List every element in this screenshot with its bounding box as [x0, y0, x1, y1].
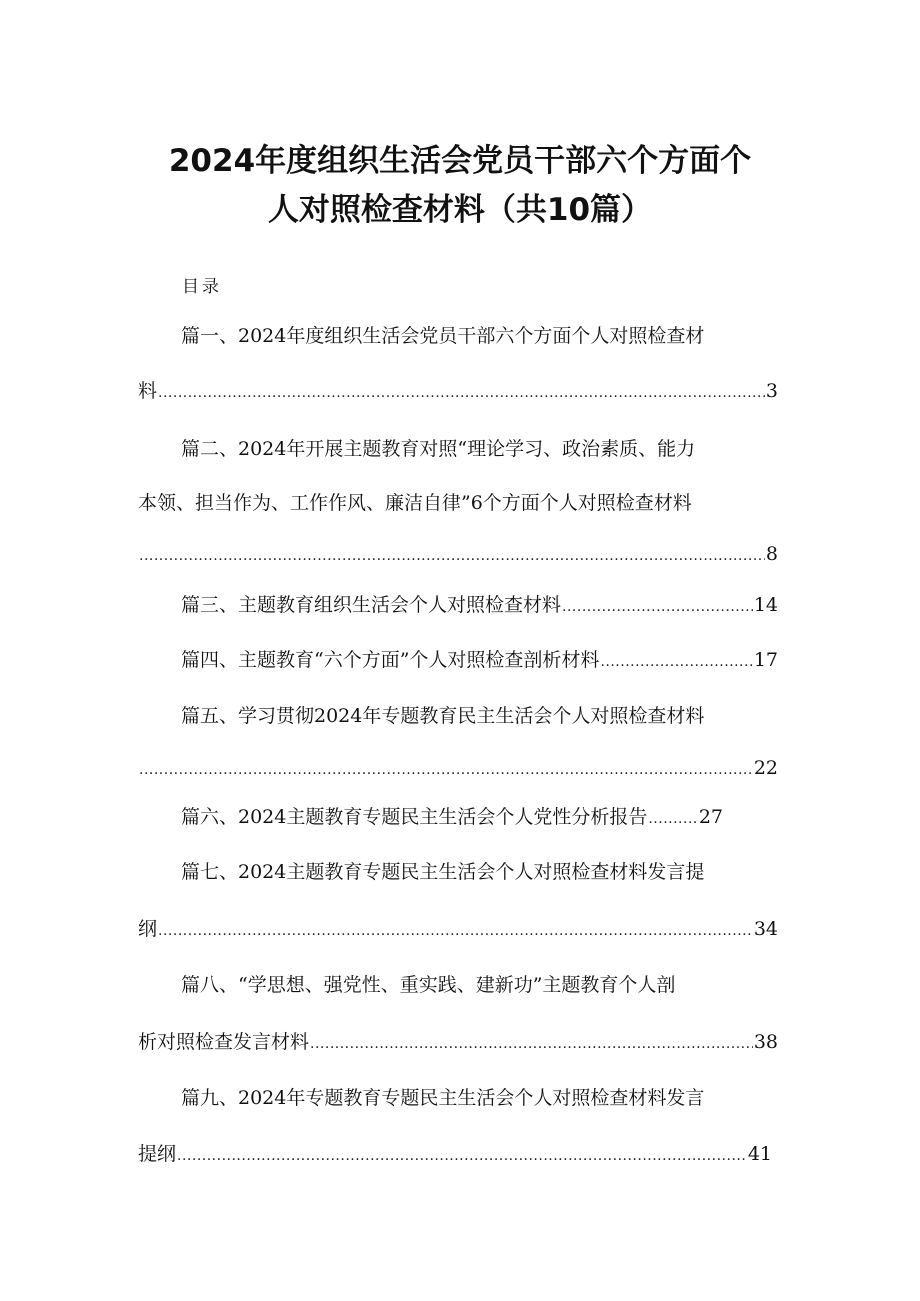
- toc-heading: 目录: [182, 277, 222, 297]
- toc-entry-2-line-2: 本领、担当作为、工作作风、廉洁自律”6个方面个人对照检查材料: [138, 492, 692, 514]
- toc-entry-1-line-1: 篇一、2024年度组织生活会党员干部六个方面个人对照检查材: [181, 325, 705, 347]
- toc-entry-1-text: 料: [138, 380, 158, 402]
- toc-entry-9-page: 41: [747, 1143, 772, 1165]
- toc-entry-5-page: 22: [753, 757, 778, 779]
- toc-entry-9-text: 提纲: [138, 1143, 177, 1165]
- toc-entry-6-page: 27: [698, 806, 723, 828]
- toc-entry-8-text: 析对照检查发言材料: [138, 1031, 310, 1053]
- toc-entry-7-text: 纲: [138, 918, 158, 940]
- toc-entry-3-page: 14: [753, 594, 778, 616]
- toc-leader-dots: [139, 549, 765, 563]
- toc-entry-6-text: 篇六、2024主题教育专题民主生活会个人党性分析报告: [181, 806, 648, 828]
- toc-leader-dots: [600, 655, 752, 669]
- toc-entry-2[interactable]: [138, 545, 778, 564]
- toc-entry-8[interactable]: [138, 1033, 778, 1052]
- document-title-line-2: 人对照检查材料（共10篇）: [267, 192, 653, 228]
- toc-entry-4[interactable]: [181, 651, 778, 670]
- toc-leader-dots: [562, 600, 753, 614]
- toc-entry-8-page: 38: [753, 1031, 778, 1053]
- toc-leader-dots: [139, 763, 753, 777]
- toc-entry-7-line-1: 篇七、2024主题教育专题民主生活会个人对照检查材料发言提: [181, 861, 705, 883]
- toc-entry-1-page: 3: [765, 380, 778, 402]
- toc-entry-7[interactable]: [138, 920, 778, 939]
- toc-entry-2-page: 8: [765, 543, 778, 565]
- toc-leader-dots: [310, 1037, 753, 1051]
- toc-entry-3-text: 篇三、主题教育组织生活会个人对照检查材料: [181, 594, 562, 616]
- toc-entry-4-page: 17: [753, 649, 778, 671]
- toc-entry-9[interactable]: [138, 1145, 772, 1164]
- toc-entry-2-line-1: 篇二、2024年开展主题教育对照“理论学习、政治素质、能力: [181, 438, 696, 460]
- document-title-line-1: 2024年度组织生活会党员干部六个方面个: [168, 143, 752, 179]
- toc-entry-8-line-1: 篇八、“学思想、强党性、重实践、建新功”主题教育个人剖: [181, 974, 676, 996]
- toc-leader-dots: [158, 924, 753, 938]
- toc-entry-7-page: 34: [753, 918, 778, 940]
- toc-entry-4-text: 篇四、主题教育“六个方面”个人对照检查剖析材料: [181, 649, 600, 671]
- toc-leader-dots: [648, 812, 697, 826]
- toc-leader-dots: [177, 1149, 747, 1163]
- toc-entry-9-line-1: 篇九、2024年专题教育专题民主生活会个人对照检查材料发言: [181, 1087, 705, 1109]
- toc-entry-3[interactable]: [181, 596, 778, 615]
- toc-entry-1[interactable]: [138, 382, 778, 401]
- toc-leader-dots: [158, 386, 765, 400]
- toc-entry-6[interactable]: [181, 808, 723, 827]
- toc-entry-5-line-1: 篇五、学习贯彻2024年专题教育民主生活会个人对照检查材料: [181, 705, 705, 727]
- toc-entry-5[interactable]: [138, 759, 778, 778]
